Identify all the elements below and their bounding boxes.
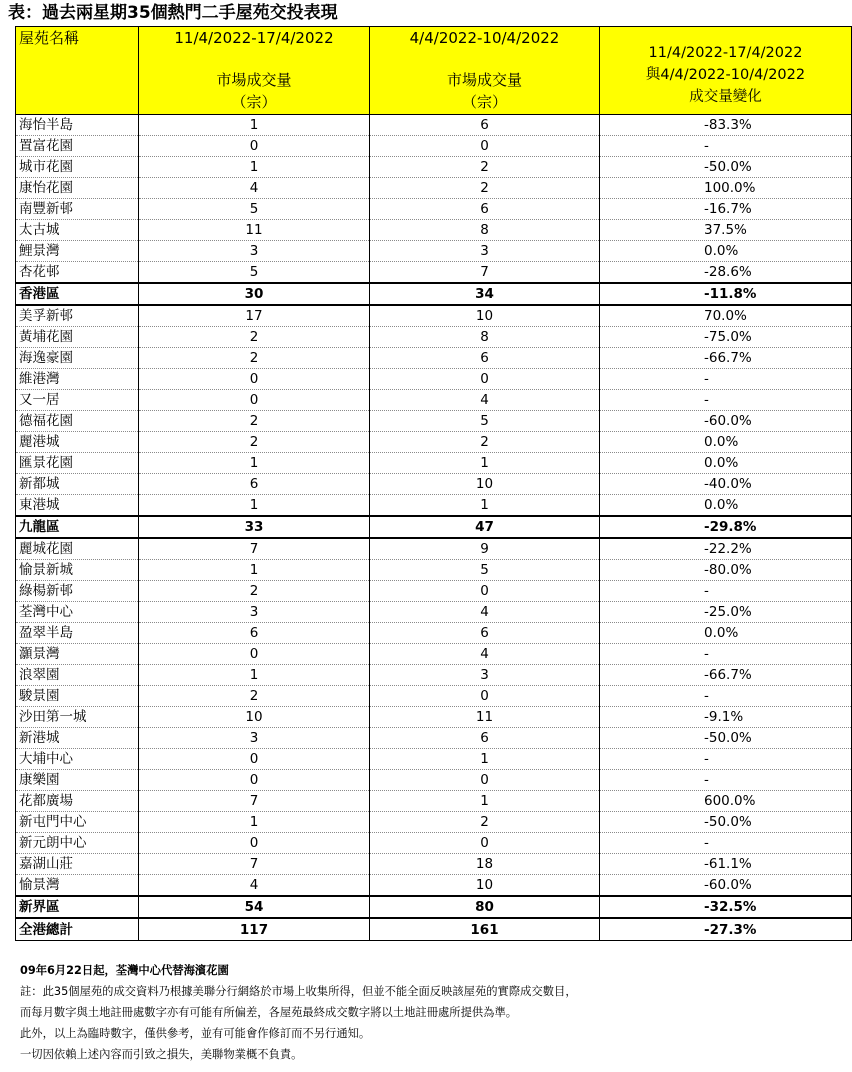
previous-volume-cell: 0: [370, 581, 600, 602]
change-cell: -: [600, 770, 852, 791]
table-row: [16, 136, 852, 157]
table-row: [16, 728, 852, 749]
estate-name-cell: 新港城: [16, 728, 139, 749]
footnote-disclaimer: 一切因依賴上述內容而引致之損失，美聯物業概不負責。: [20, 1048, 303, 1061]
district-subtotal-row: [16, 283, 852, 305]
estate-name-cell: 太古城: [16, 220, 139, 241]
header-current-period: [139, 27, 370, 115]
previous-volume-cell: 6: [370, 115, 600, 136]
previous-volume-cell: 1: [370, 749, 600, 770]
change-cell: -28.6%: [600, 262, 852, 284]
previous-volume-cell: 1: [370, 495, 600, 517]
previous-volume-cell: 34: [370, 283, 600, 305]
current-volume-cell: 11: [139, 220, 370, 241]
table-row: [16, 833, 852, 854]
previous-volume-cell: 0: [370, 770, 600, 791]
change-cell: -: [600, 686, 852, 707]
current-volume-cell: 0: [139, 770, 370, 791]
estate-name-cell: 駿景園: [16, 686, 139, 707]
current-volume-cell: 54: [139, 896, 370, 918]
change-cell: 70.0%: [600, 305, 852, 327]
change-cell: -: [600, 644, 852, 665]
estate-name-cell: 維港灣: [16, 369, 139, 390]
estate-name-cell: 愉景灣: [16, 875, 139, 897]
estate-name-cell: 南豐新邨: [16, 199, 139, 220]
table-row: [16, 538, 852, 560]
header-previous-metric: 市場成交量: [446, 71, 522, 89]
estate-name-cell: 沙田第一城: [16, 707, 139, 728]
previous-volume-cell: 8: [370, 327, 600, 348]
header-estate-name: [16, 27, 139, 115]
table-row: [16, 199, 852, 220]
previous-volume-cell: 1: [370, 791, 600, 812]
change-cell: -50.0%: [600, 728, 852, 749]
previous-volume-cell: 3: [370, 241, 600, 262]
change-cell: -66.7%: [600, 665, 852, 686]
estate-name-cell: 新界區: [16, 896, 139, 918]
table-row: [16, 262, 852, 284]
current-volume-cell: 5: [139, 199, 370, 220]
current-volume-cell: 0: [139, 390, 370, 411]
table-row: [16, 644, 852, 665]
current-volume-cell: 3: [139, 602, 370, 623]
change-cell: -: [600, 369, 852, 390]
previous-volume-cell: 2: [370, 157, 600, 178]
header-change-line3: 成交量變化: [689, 89, 762, 105]
current-volume-cell: 0: [139, 749, 370, 770]
current-volume-cell: 2: [139, 327, 370, 348]
estate-name-cell: 大埔中心: [16, 749, 139, 770]
change-cell: -75.0%: [600, 327, 852, 348]
estate-name-cell: 浪翠園: [16, 665, 139, 686]
change-cell: -: [600, 581, 852, 602]
change-cell: -29.8%: [600, 516, 852, 538]
table-row: [16, 474, 852, 495]
current-volume-cell: 7: [139, 538, 370, 560]
table-row: [16, 623, 852, 644]
header-change-line1: 11/4/2022-17/4/2022: [648, 45, 803, 61]
previous-volume-cell: 9: [370, 538, 600, 560]
transactions-table: [15, 26, 852, 941]
previous-volume-cell: 161: [370, 918, 600, 941]
table-row: [16, 453, 852, 474]
table-row: [16, 327, 852, 348]
table-row: [16, 581, 852, 602]
current-volume-cell: 2: [139, 581, 370, 602]
previous-volume-cell: 3: [370, 665, 600, 686]
estate-name-cell: 盈翠半島: [16, 623, 139, 644]
current-volume-cell: 3: [139, 728, 370, 749]
previous-volume-cell: 8: [370, 220, 600, 241]
previous-volume-cell: 6: [370, 199, 600, 220]
table-row: [16, 411, 852, 432]
previous-volume-cell: 2: [370, 432, 600, 453]
current-volume-cell: 2: [139, 686, 370, 707]
estate-name-cell: 美孚新邨: [16, 305, 139, 327]
table-row: [16, 305, 852, 327]
table-row: [16, 178, 852, 199]
estate-name-cell: 香港區: [16, 283, 139, 305]
estate-name-cell: 全港總計: [16, 918, 139, 941]
estate-name-cell: 杏花邨: [16, 262, 139, 284]
change-cell: 0.0%: [600, 241, 852, 262]
previous-volume-cell: 18: [370, 854, 600, 875]
change-cell: -40.0%: [600, 474, 852, 495]
header-current-period-dates: 11/4/2022-17/4/2022: [174, 29, 334, 47]
estate-name-cell: 新都城: [16, 474, 139, 495]
estate-name-cell: 嘉湖山莊: [16, 854, 139, 875]
table-row: [16, 791, 852, 812]
header-previous-period-dates: 4/4/2022-10/4/2022: [409, 29, 560, 47]
current-volume-cell: 6: [139, 474, 370, 495]
current-volume-cell: 1: [139, 495, 370, 517]
previous-volume-cell: 0: [370, 369, 600, 390]
change-cell: 600.0%: [600, 791, 852, 812]
change-cell: -66.7%: [600, 348, 852, 369]
previous-volume-cell: 1: [370, 453, 600, 474]
table-row: [16, 390, 852, 411]
current-volume-cell: 1: [139, 665, 370, 686]
table-row: [16, 348, 852, 369]
estate-name-cell: 海怡半島: [16, 115, 139, 136]
footnote-provisional: 此外，以上為臨時數字，僅供參考，並有可能會作修訂而不另行通知。: [20, 1027, 371, 1040]
footnotes: [20, 960, 577, 1065]
change-cell: -11.8%: [600, 283, 852, 305]
report-title: 表：過去兩星期35個熱門二手屋苑交投表現: [8, 3, 338, 23]
current-volume-cell: 30: [139, 283, 370, 305]
current-volume-cell: 117: [139, 918, 370, 941]
previous-volume-cell: 4: [370, 602, 600, 623]
previous-volume-cell: 6: [370, 623, 600, 644]
footnote-land-registry: 而每月數字與土地註冊處數字亦有可能有所偏差，各屋苑最終成交數字將以土地註冊處所提供為準。: [20, 1006, 518, 1019]
current-volume-cell: 0: [139, 644, 370, 665]
header-current-metric: 市場成交量: [216, 71, 292, 89]
change-cell: -22.2%: [600, 538, 852, 560]
current-volume-cell: 0: [139, 369, 370, 390]
footnote-source: 註：此35個屋苑的成交資料乃根據美聯分行網絡於市場上收集所得，但並不能全面反映該屋苑的實際成交數目，: [20, 985, 577, 998]
current-volume-cell: 7: [139, 854, 370, 875]
previous-volume-cell: 0: [370, 833, 600, 854]
estate-name-cell: 九龍區: [16, 516, 139, 538]
previous-volume-cell: 2: [370, 178, 600, 199]
estate-name-cell: 灝景灣: [16, 644, 139, 665]
grand-total-row: [16, 918, 852, 941]
change-cell: -: [600, 136, 852, 157]
header-previous-period: [370, 27, 600, 115]
table-row: [16, 115, 852, 136]
previous-volume-cell: 10: [370, 305, 600, 327]
header-previous-unit: （宗）: [461, 93, 507, 111]
footnote-replacement: 09年6月22日起，荃灣中心代替海濱花園: [20, 964, 229, 977]
current-volume-cell: 2: [139, 411, 370, 432]
change-cell: -60.0%: [600, 411, 852, 432]
current-volume-cell: 17: [139, 305, 370, 327]
change-cell: -80.0%: [600, 560, 852, 581]
change-cell: -50.0%: [600, 812, 852, 833]
estate-name-cell: 鯉景灣: [16, 241, 139, 262]
current-volume-cell: 4: [139, 178, 370, 199]
previous-volume-cell: 6: [370, 728, 600, 749]
current-volume-cell: 4: [139, 875, 370, 897]
table-row: [16, 495, 852, 517]
estate-name-cell: 德福花園: [16, 411, 139, 432]
current-volume-cell: 33: [139, 516, 370, 538]
change-cell: -25.0%: [600, 602, 852, 623]
previous-volume-cell: 0: [370, 686, 600, 707]
table-header-row: [16, 27, 852, 115]
previous-volume-cell: 4: [370, 390, 600, 411]
table-row: [16, 157, 852, 178]
estate-name-cell: 荃灣中心: [16, 602, 139, 623]
table-row: [16, 686, 852, 707]
table-row: [16, 770, 852, 791]
header-change: [600, 27, 852, 115]
estate-name-cell: 置富花園: [16, 136, 139, 157]
previous-volume-cell: 5: [370, 560, 600, 581]
estate-name-cell: 綠楊新邨: [16, 581, 139, 602]
current-volume-cell: 3: [139, 241, 370, 262]
previous-volume-cell: 10: [370, 474, 600, 495]
current-volume-cell: 7: [139, 791, 370, 812]
previous-volume-cell: 11: [370, 707, 600, 728]
estate-name-cell: 康怡花園: [16, 178, 139, 199]
table-row: [16, 875, 852, 897]
header-current-unit: （宗）: [231, 93, 277, 111]
estate-name-cell: 愉景新城: [16, 560, 139, 581]
estate-name-cell: 花都廣場: [16, 791, 139, 812]
change-cell: 0.0%: [600, 453, 852, 474]
table-row: [16, 432, 852, 453]
change-cell: 0.0%: [600, 432, 852, 453]
estate-name-cell: 海逸豪園: [16, 348, 139, 369]
current-volume-cell: 5: [139, 262, 370, 284]
estate-name-cell: 麗港城: [16, 432, 139, 453]
table-row: [16, 749, 852, 770]
current-volume-cell: 2: [139, 432, 370, 453]
table-row: [16, 241, 852, 262]
change-cell: 0.0%: [600, 495, 852, 517]
current-volume-cell: 2: [139, 348, 370, 369]
header-change-line2: 與4/4/2022-10/4/2022: [645, 67, 806, 83]
previous-volume-cell: 4: [370, 644, 600, 665]
previous-volume-cell: 6: [370, 348, 600, 369]
estate-name-cell: 麗城花園: [16, 538, 139, 560]
table-row: [16, 560, 852, 581]
previous-volume-cell: 80: [370, 896, 600, 918]
change-cell: -9.1%: [600, 707, 852, 728]
change-cell: -32.5%: [600, 896, 852, 918]
change-cell: -60.0%: [600, 875, 852, 897]
previous-volume-cell: 2: [370, 812, 600, 833]
estate-name-cell: 康樂園: [16, 770, 139, 791]
change-cell: -16.7%: [600, 199, 852, 220]
current-volume-cell: 1: [139, 115, 370, 136]
table-row: [16, 854, 852, 875]
estate-name-cell: 城市花園: [16, 157, 139, 178]
table-row: [16, 602, 852, 623]
header-estate-name-label: 屋苑名稱: [19, 29, 80, 47]
change-cell: -50.0%: [600, 157, 852, 178]
current-volume-cell: 1: [139, 560, 370, 581]
estate-name-cell: 新元朗中心: [16, 833, 139, 854]
estate-name-cell: 匯景花園: [16, 453, 139, 474]
change-cell: -27.3%: [600, 918, 852, 941]
current-volume-cell: 1: [139, 812, 370, 833]
change-cell: -61.1%: [600, 854, 852, 875]
estate-name-cell: 又一居: [16, 390, 139, 411]
previous-volume-cell: 47: [370, 516, 600, 538]
table-row: [16, 220, 852, 241]
change-cell: 100.0%: [600, 178, 852, 199]
estate-name-cell: 黃埔花園: [16, 327, 139, 348]
change-cell: -: [600, 749, 852, 770]
change-cell: -: [600, 833, 852, 854]
change-cell: -83.3%: [600, 115, 852, 136]
previous-volume-cell: 5: [370, 411, 600, 432]
previous-volume-cell: 7: [370, 262, 600, 284]
table-row: [16, 812, 852, 833]
current-volume-cell: 0: [139, 136, 370, 157]
previous-volume-cell: 0: [370, 136, 600, 157]
change-cell: -: [600, 390, 852, 411]
table-body: [16, 115, 852, 941]
change-cell: 0.0%: [600, 623, 852, 644]
previous-volume-cell: 10: [370, 875, 600, 897]
estate-name-cell: 東港城: [16, 495, 139, 517]
table-row: [16, 707, 852, 728]
current-volume-cell: 0: [139, 833, 370, 854]
district-subtotal-row: [16, 516, 852, 538]
table-row: [16, 369, 852, 390]
district-subtotal-row: [16, 896, 852, 918]
current-volume-cell: 6: [139, 623, 370, 644]
current-volume-cell: 10: [139, 707, 370, 728]
current-volume-cell: 1: [139, 453, 370, 474]
table-row: [16, 665, 852, 686]
change-cell: 37.5%: [600, 220, 852, 241]
estate-name-cell: 新屯門中心: [16, 812, 139, 833]
current-volume-cell: 1: [139, 157, 370, 178]
